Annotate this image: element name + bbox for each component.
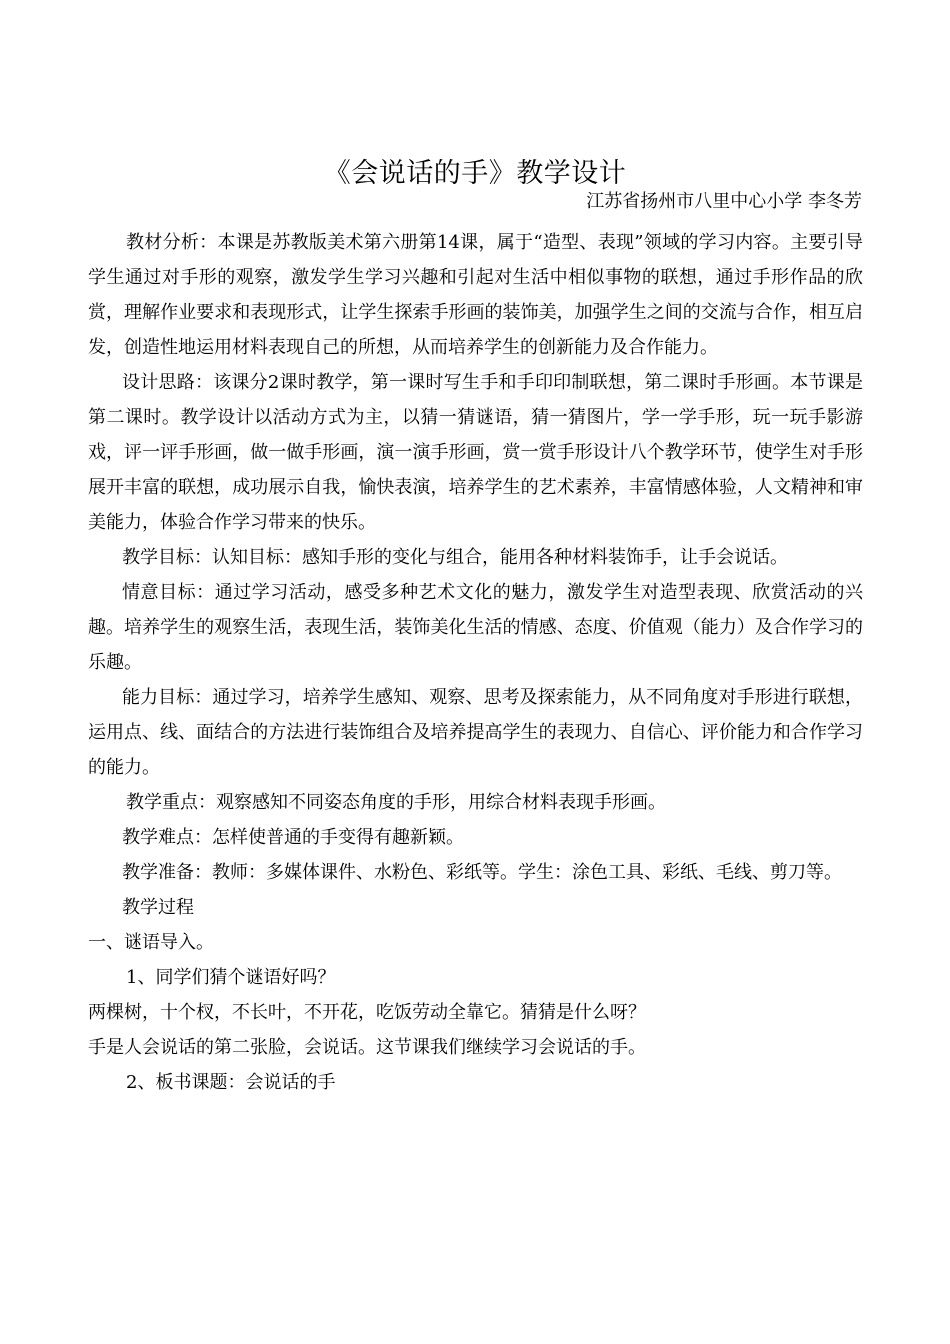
paragraph-key-point: 教学重点：观察感知不同姿态角度的手形，用综合材料表现手形画。 [126,792,666,813]
process-heading: 教学过程 [122,897,194,918]
author-line: 江苏省扬州市八里中心小学 李冬芳 [586,191,862,212]
document-title: 《会说话的手》教学设计 [323,158,627,190]
paragraph-goal-cognitive: 教学目标：认知目标：感知手形的变化与组合，能用各种材料装饰手，让手会说话。 [122,547,788,568]
document-body [88,225,863,1100]
section-one-heading: 一、谜语导入。 [88,932,214,953]
paragraph-analysis: 教材分析：本课是苏教版美术第六册第14课，属于“造型、表现”领域的学习内容。主要引导学生通过对手形的观察，激发学生学习兴趣和引起对生活中相似事物的联想，通过手形作品的欣赏，理解作业要求和表现形式，让学生探索手形画的装饰美，加强学生之间的交流与合作，相互启发，创造性地运用材料表现自己的所想，从而培养学生的创新能力及合作能力。 [88,232,863,358]
step-one: 1、同学们猜个谜语好吗？ [126,967,336,988]
step-two: 2、板书课题：会说话的手 [126,1072,336,1093]
riddle-answer: 手是人会说话的第二张脸，会说话。这节课我们继续学习会说话的手。 [88,1037,646,1058]
paragraph-goal-emotion: 情意目标：通过学习活动，感受多种艺术文化的魅力，激发学生对造型表现、欣赏活动的兴趣。培养学生的观察生活，表现生活，装饰美化生活的情感、态度、价值观（能力）及合作学习的乐趣。 [88,582,863,673]
paragraph-preparation: 教学准备：教师：多媒体课件、水粉色、彩纸等。学生：涂色工具、彩纸、毛线、剪刀等。 [122,862,842,883]
paragraph-design: 设计思路：该课分2课时教学，第一课时写生手和手印印制联想，第二课时手形画。本节课是第二课时。教学设计以活动方式为主，以猜一猜谜语，猜一猜图片，学一学手形，玩一玩手影游戏，评一评手形画，做一做手形画，演一演手形画，赏一赏手形设计八个教学环节，使学生对手形展开丰富的联想，成功展示自我，愉快表演，培养学生的艺术素养，丰富情感体验，人文精神和审美能力，体验合作学习带来的快乐。 [88,372,863,533]
riddle-text: 两棵树，十个杈，不长叶，不开花，吃饭劳动全靠它。猜猜是什么呀？ [88,1002,646,1023]
paragraph-difficulty: 教学难点：怎样使普通的手变得有趣新颖。 [122,827,464,848]
paragraph-goal-ability: 能力目标：通过学习，培养学生感知、观察、思考及探索能力，从不同角度对手形进行联想，运用点、线、面结合的方法进行装饰组合及培养提高学生的表现力、自信心、评价能力和合作学习的能力。 [88,687,863,778]
